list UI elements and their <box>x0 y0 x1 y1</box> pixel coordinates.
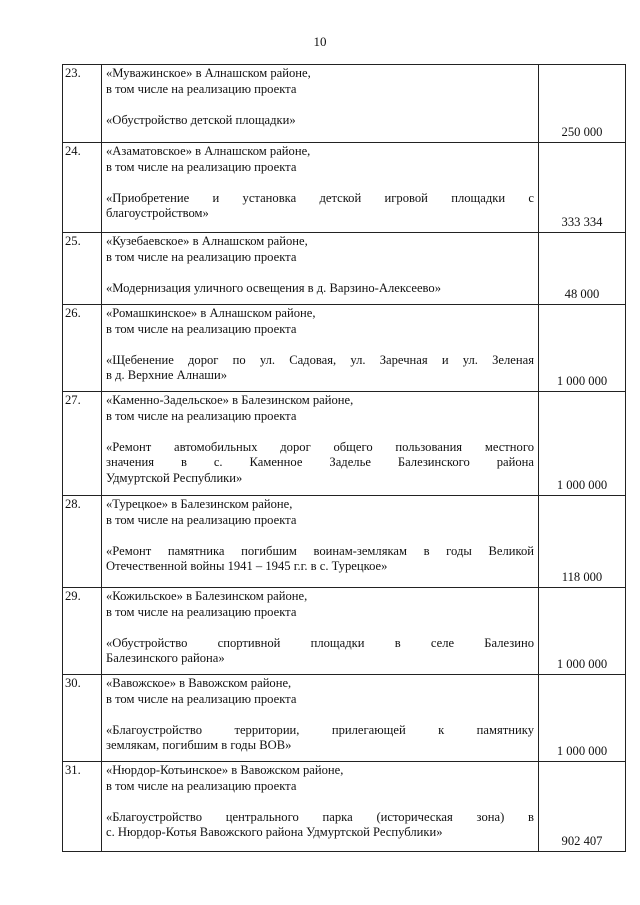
row-amount: 1 000 000 <box>539 305 626 392</box>
project-intro: в том числе на реализацию проекта <box>106 408 297 423</box>
row-amount: 1 000 000 <box>539 588 626 675</box>
project-title-cont: значения в с. Каменное Заделье Балезинского района <box>106 455 534 469</box>
allocation-table <box>62 64 626 852</box>
row-number: 26. <box>63 305 102 392</box>
row-amount: 48 000 <box>539 233 626 305</box>
row-description <box>102 305 539 392</box>
table-row <box>63 233 626 305</box>
project-intro: в том числе на реализацию проекта <box>106 512 297 527</box>
table-row <box>63 588 626 675</box>
row-number: 28. <box>63 496 102 588</box>
project-title-cont: Отечественной войны 1941 – 1945 г.г. в с. Турецкое» <box>106 559 388 573</box>
project-title: «Щебенение дорог по ул. Садовая, ул. Заречная и ул. Зеленая <box>106 352 534 367</box>
project-intro: в том числе на реализацию проекта <box>106 81 297 96</box>
row-number: 25. <box>63 233 102 305</box>
municipality-name: «Вавожское» в Вавожском районе, <box>106 676 292 690</box>
row-description <box>102 588 539 675</box>
project-intro: в том числе на реализацию проекта <box>106 778 297 793</box>
table-row <box>63 305 626 392</box>
project-title-cont: Балезинского района» <box>106 651 225 665</box>
row-description <box>102 65 539 143</box>
row-amount: 1 000 000 <box>539 392 626 496</box>
municipality-name: «Ромашкинское» в Алнашском районе, <box>106 306 316 320</box>
project-intro: в том числе на реализацию проекта <box>106 159 297 174</box>
project-title-cont: землякам, погибшим в годы ВОВ» <box>106 738 292 752</box>
municipality-name: «Каменно-Задельское» в Балезинском районе, <box>106 393 354 407</box>
page-number: 10 <box>313 34 327 49</box>
row-description <box>102 392 539 496</box>
table-row <box>63 496 626 588</box>
project-title-cont: в д. Верхние Алнаши» <box>106 368 228 382</box>
row-amount: 118 000 <box>539 496 626 588</box>
project-intro: в том числе на реализацию проекта <box>106 604 297 619</box>
row-description <box>102 762 539 852</box>
row-amount: 250 000 <box>539 65 626 143</box>
municipality-name: «Азаматовское» в Алнашском районе, <box>106 144 311 158</box>
municipality-name: «Нюрдор-Котьинское» в Вавожском районе, <box>106 763 344 777</box>
table-row <box>63 675 626 762</box>
municipality-name: «Кузебаевское» в Алнашском районе, <box>106 234 308 248</box>
table-row <box>63 65 626 143</box>
row-number: 30. <box>63 675 102 762</box>
project-intro: в том числе на реализацию проекта <box>106 321 297 336</box>
project-title: «Благоустройство территории, прилегающей к памятнику <box>106 722 534 737</box>
row-description <box>102 675 539 762</box>
project-title: «Ремонт автомобильных дорог общего пользования местного <box>106 439 534 454</box>
row-number: 27. <box>63 392 102 496</box>
project-title-cont: с. Нюрдор-Котья Вавожского района Удмуртской Республики» <box>106 825 443 839</box>
row-description <box>102 233 539 305</box>
row-description <box>102 143 539 233</box>
project-title: «Благоустройство центрального парка (историческая зона) в <box>106 809 534 824</box>
project-title: «Приобретение и установка детской игровой площадки с <box>106 190 534 205</box>
project-title: «Обустройство спортивной площадки в селе Балезино <box>106 635 534 650</box>
table-row <box>63 143 626 233</box>
row-number: 29. <box>63 588 102 675</box>
project-title-end: Удмуртской Республики» <box>106 470 243 485</box>
row-number: 23. <box>63 65 102 143</box>
project-title-cont: благоустройством» <box>106 206 209 220</box>
municipality-name: «Муважинское» в Алнашском районе, <box>106 66 311 80</box>
project-intro: в том числе на реализацию проекта <box>106 249 297 264</box>
row-description <box>102 496 539 588</box>
table-row <box>63 762 626 852</box>
row-amount: 333 334 <box>539 143 626 233</box>
project-title: «Ремонт памятника погибшим воинам-землякам в годы Великой <box>106 543 534 558</box>
municipality-name: «Турецкое» в Балезинском районе, <box>106 497 293 511</box>
row-amount: 1 000 000 <box>539 675 626 762</box>
project-intro: в том числе на реализацию проекта <box>106 691 297 706</box>
row-amount: 902 407 <box>539 762 626 852</box>
project-title: «Обустройство детской площадки» <box>106 112 296 127</box>
municipality-name: «Кожильское» в Балезинском районе, <box>106 589 308 603</box>
row-number: 31. <box>63 762 102 852</box>
table-row <box>63 392 626 496</box>
row-number: 24. <box>63 143 102 233</box>
project-title: «Модернизация уличного освещения в д. Варзино-Алексеево» <box>106 280 442 295</box>
